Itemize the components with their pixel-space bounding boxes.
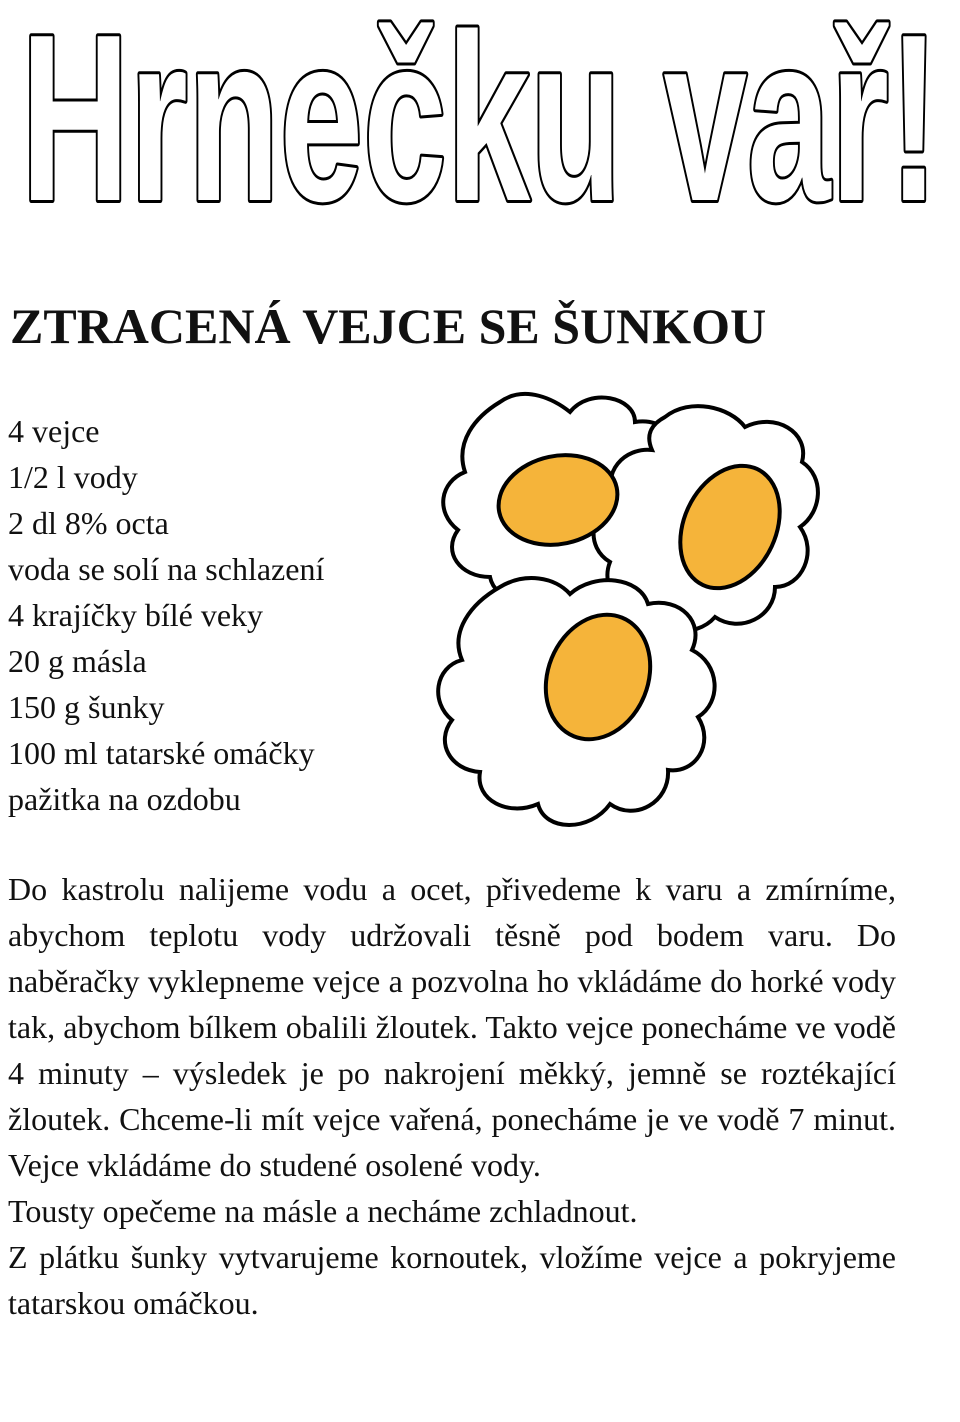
ingredient-item: pažitka na ozdobu xyxy=(8,781,241,817)
ingredient-item: 2 dl 8% octa xyxy=(8,505,169,541)
ingredient-item: 1/2 l vody xyxy=(8,459,138,495)
instruction-paragraph: Tousty opečeme na másle a necháme zchladnout. xyxy=(8,1193,638,1229)
instruction-paragraph: Z plátku šunky vytvarujeme kornoutek, vložíme vejce a pokryjeme tatarskou omáčkou. xyxy=(8,1239,896,1321)
masthead-title: Hrnečku vař! xyxy=(21,0,939,215)
ingredient-item: 4 krajíčky bílé veky xyxy=(8,597,264,633)
instruction-paragraph: Do kastrolu nalijeme vodu a ocet, přivedeme k varu a zmírníme, abychom teplotu vody udržovali těsně pod bodem varu. Do naběračky vyklepneme vejce a pozvolna ho vkládáme do horké vody tak, abychom bílkem obalili žloutek. Takto vejce ponecháme ve vodě 4 minuty – výsledek je po nakrojení měkký, jemně se roztékající žloutek. Chceme-li mít vejce vařená, ponecháme je ve vodě 7 minut. Vejce vkládáme do studené osolené vody. xyxy=(8,871,896,1183)
ingredients-list xyxy=(8,408,324,822)
ingredient-item: voda se solí na schlazení xyxy=(8,551,325,587)
ingredient-item: 4 vejce xyxy=(8,413,100,449)
ingredient-item: 150 g šunky xyxy=(8,689,165,725)
ingredient-item: 20 g másla xyxy=(8,643,147,679)
instructions xyxy=(8,866,896,1326)
fried-eggs-icon xyxy=(430,372,820,842)
ingredient-item: 100 ml tatarské omáčky xyxy=(8,735,315,771)
masthead-graphic xyxy=(0,0,960,215)
recipe-title: ZTRACENÁ VEJCE SE ŠUNKOU xyxy=(10,298,767,354)
masthead xyxy=(0,0,960,215)
